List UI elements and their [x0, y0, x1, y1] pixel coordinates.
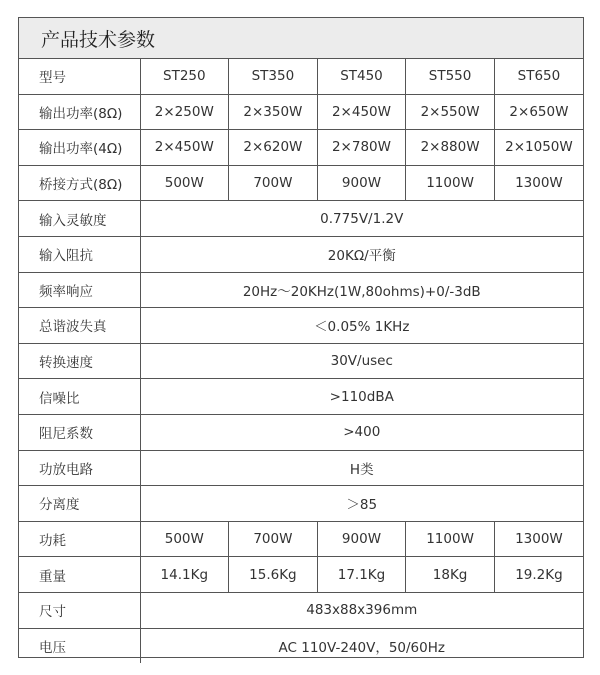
spec-sheet — [18, 17, 584, 658]
value-cell: 1300W — [494, 165, 583, 201]
table-row — [19, 450, 583, 486]
table-row — [19, 201, 583, 237]
row-label: 总谐波失真 — [19, 308, 140, 344]
shared-value-cell: ＜0.05% 1KHz — [140, 308, 583, 344]
value-cell: 500W — [140, 165, 229, 201]
value-cell: 2×620W — [229, 130, 318, 166]
row-label: 桥接方式(8Ω) — [19, 165, 140, 201]
row-label: 输入灵敏度 — [19, 201, 140, 237]
shared-value-cell: >400 — [140, 414, 583, 450]
value-cell: 15.6Kg — [229, 557, 318, 593]
shared-value-cell: 20KΩ/平衡 — [140, 236, 583, 272]
table-row — [19, 308, 583, 344]
value-cell: 14.1Kg — [140, 557, 229, 593]
shared-value-cell: 0.775V/1.2V — [140, 201, 583, 237]
value-cell: 500W — [140, 521, 229, 557]
value-cell: 1300W — [494, 521, 583, 557]
page-title: 产品技术参数 — [19, 18, 583, 59]
value-cell: 2×250W — [140, 94, 229, 130]
spec-table — [19, 59, 583, 663]
row-label: 信噪比 — [19, 379, 140, 415]
value-cell: 17.1Kg — [317, 557, 406, 593]
value-cell: 900W — [317, 521, 406, 557]
model-name-cell: ST350 — [229, 59, 318, 94]
table-row — [19, 521, 583, 557]
value-cell: 2×450W — [317, 94, 406, 130]
table-row — [19, 343, 583, 379]
value-cell: 2×650W — [494, 94, 583, 130]
table-row — [19, 628, 583, 663]
row-label: 频率响应 — [19, 272, 140, 308]
value-cell: 700W — [229, 521, 318, 557]
row-label: 功耗 — [19, 521, 140, 557]
table-row-model — [19, 59, 583, 94]
table-row — [19, 414, 583, 450]
value-cell: 900W — [317, 165, 406, 201]
value-cell: 2×880W — [406, 130, 495, 166]
table-row — [19, 592, 583, 628]
row-label: 阻尼系数 — [19, 414, 140, 450]
value-cell: 19.2Kg — [494, 557, 583, 593]
value-cell: 2×780W — [317, 130, 406, 166]
shared-value-cell: >110dBA — [140, 379, 583, 415]
value-cell: 2×550W — [406, 94, 495, 130]
shared-value-cell: 20Hz～20KHz(1W,80ohms)+0/-3dB — [140, 272, 583, 308]
value-cell: 1100W — [406, 165, 495, 201]
value-cell: 700W — [229, 165, 318, 201]
row-label: 电压 — [19, 628, 140, 663]
spec-table-body — [19, 59, 583, 663]
shared-value-cell: AC 110V-240V，50/60Hz — [140, 628, 583, 663]
value-cell: 18Kg — [406, 557, 495, 593]
shared-value-cell: 483x88x396mm — [140, 592, 583, 628]
table-row — [19, 557, 583, 593]
table-row — [19, 486, 583, 522]
shared-value-cell: ＞85 — [140, 486, 583, 522]
value-cell: 2×350W — [229, 94, 318, 130]
row-label: 尺寸 — [19, 592, 140, 628]
row-label: 输出功率(8Ω) — [19, 94, 140, 130]
row-label: 输入阻抗 — [19, 236, 140, 272]
row-label: 转换速度 — [19, 343, 140, 379]
shared-value-cell: 30V/usec — [140, 343, 583, 379]
row-label: 分离度 — [19, 486, 140, 522]
row-label: 型号 — [19, 59, 140, 94]
row-label: 重量 — [19, 557, 140, 593]
table-row — [19, 94, 583, 130]
table-row — [19, 130, 583, 166]
value-cell: 2×450W — [140, 130, 229, 166]
shared-value-cell: H类 — [140, 450, 583, 486]
table-row — [19, 379, 583, 415]
table-row — [19, 236, 583, 272]
model-name-cell: ST450 — [317, 59, 406, 94]
row-label: 输出功率(4Ω) — [19, 130, 140, 166]
value-cell: 1100W — [406, 521, 495, 557]
model-name-cell: ST650 — [494, 59, 583, 94]
row-label: 功放电路 — [19, 450, 140, 486]
model-name-cell: ST250 — [140, 59, 229, 94]
table-row — [19, 272, 583, 308]
model-name-cell: ST550 — [406, 59, 495, 94]
value-cell: 2×1050W — [494, 130, 583, 166]
table-row — [19, 165, 583, 201]
